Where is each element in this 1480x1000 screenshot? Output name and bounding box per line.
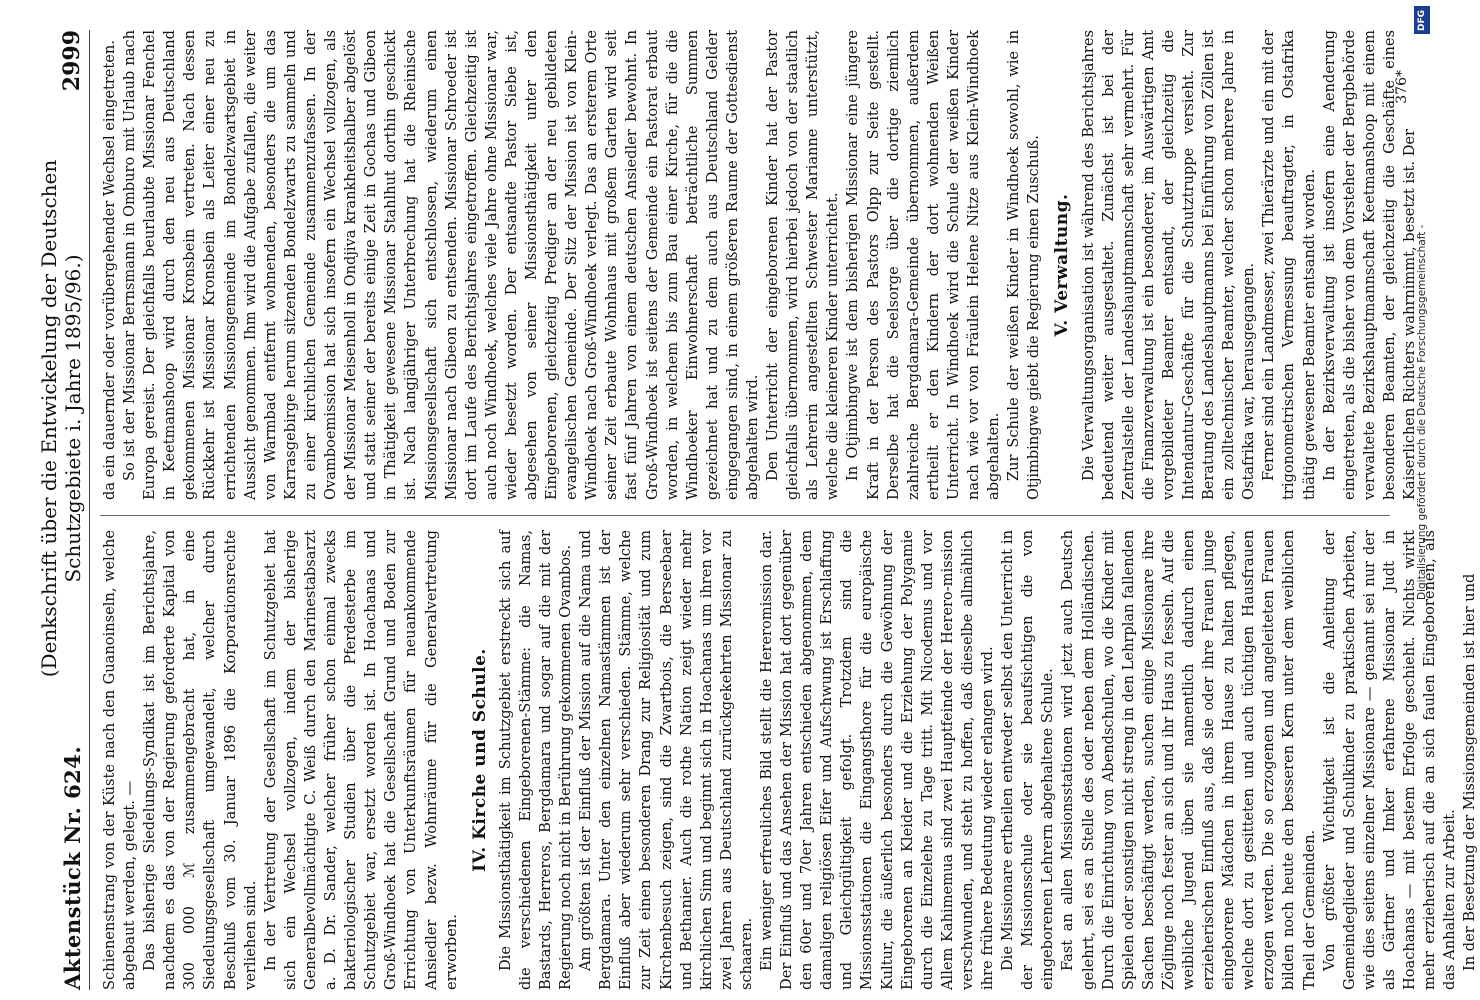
paragraph: In der Vertretung der Gesellschaft im Schutzgebiet hat sich ein Wechsel vollzogen, indem der bisherige Generalbevollmächtigte C. Weiß durch den Marinestabsarzt a. D. Dr. Sander, welcher früher schon einmal zwecks bakteriologischer Studien über die Pferdesterbe im Schutzgebiet war, ersetzt worden ist. In Hoachanas und Groß-Windhoek hat die Gesellschaft Grund und Boden zur Errichtung von Unterkunftsräumen für neuankommende Ansiedler bezw. Wohnräume für die Generalvertretung erworben. — [261, 530, 460, 990]
paragraph: In Otjimbingwe ist dem bisherigen Missionar eine jüngere Kraft in der Person des Pastors Olpp zur Seite gestellt. Derselbe hat die Seelsorge über die dortige ziemlich zahlreiche Bergdamara-Gemeinde übernommen, außerdem ertheilt er den Kindern der dort wohnenden Weißen Unterricht. In Windhoek wird die Schule der weißen Kinder nach wie vor von Fräulein Helene Nitze aus Klein-Windhoek abgehalten. — [844, 30, 1003, 500]
column-divider — [100, 515, 1390, 516]
section-heading: V. Verwaltung. — [1052, 193, 1073, 337]
paragraph: Von größter Wichtigkeit ist die Anleitung der Gemeindeglieder und Schulkinder zu praktischen Arbeiten, wie dies seitens einzelner Missionare — genannt sei nur der als Gärtner und Imker erfahrene Missionar Judt in Hoachanas — mit bestem Erfolge geschieht. Nichts wirkt mehr erzieherisch auf die an sich faulen Eingeborenen, als das Anhalten zur Arbeit. — [1320, 530, 1459, 990]
paragraph: Die Missionare ertheilen entweder selbst den Unterricht in der Missionsschule oder sie beaufsichtigen die von eingeborenen Lehrern abgehaltene Schule. — [999, 530, 1057, 990]
paragraph: In der Bezirksverwaltung ist insofern eine Aenderung eingetreten, als die bisher von dem Vorsteher der Bergbehörde verwaltete Bezirkshauptmannschaft Keetmanshoop mit einem besonderen Beamten, der gleichzeitig die Geschäfte eines Kaiserlichen Richters wahrnimmt, besetzt ist. Der — [1320, 30, 1418, 500]
paragraph: Am größten ist der Einfluß der Mission auf die Nama und Bergdamara. Unter den einzelnen Namastämmen ist der Einfluß aber wiederum sehr verschieden. Stämme, welche zur Zeit einen besonderen Drang zur Religiosität und zum Kirchenbesuch zeigen, sind die Zwartbois, die Berseebaer und Bethanier. Auch die rothe Nation zeigt wieder mehr kirchlichen Sinn und beginnt sich in Hoachanas um ihren vor zwei Jahren aus Deutschland zurückgekehrten Missionar zu schaaren. — [577, 530, 755, 990]
paragraph: Ein weniger erfreuliches Bild stellt die Hereromission dar. Der Einfluß und das Ansehen der Mission hat dort gegenüber den 60er und 70er Jahren entschieden abgenommen, dem damaligen religiösen Eifer und Aufschwung ist Erschlaffung und Gleichgültigkeit gefolgt. Trotzdem sind die Missionsstationen die Eingangsthore für die europäische Kultur, die äußerlich besonders durch die Gewöhnung der Eingeborenen an Kleider und die Erziehung der Polygamie durch die Einzelehe zu Tage tritt. Mit Nicodemus und vor Allem Kahimemua sind zwei Hauptfeinde der Herero-mission verschwunden, und steht zu hoffen, daß dieselbe allmählich ihre frühere Bedeutung wieder erlangen wird. — [758, 530, 997, 990]
paragraph: da ein dauernder oder vorübergehender Wechsel eingetreten. — [101, 40, 118, 500]
paragraph: Fast an allen Missionsstationen wird jetzt auch Deutsch gelehrt, sei es an Stelle des oder neben dem Holländischen. Durch die Einrichtung von Abendschulen, wo die Kinder mit Spielen oder sonstigen nicht streng in den Lehrplan fallenden Sachen beschäftigt werden, suchen einige Missionare ihre Zöglinge noch fester an sich und ihr Haus zu fesseln. Auf die weibliche Jugend üben sie namentlich dadurch einen erzieherischen Einfluß aus, daß sie oder ihre Frauen junge eingeborene Mädchen in ihrem Hause zu halten pflegen, welche dort zu gesitteten und auch tüchtigen Hausfrauen erzogen werden. Die so erzogenen und angeleiteten Frauen bilden noch heute den besseren Kern unter dem weiblichen Theil der Gemeinden. — [1059, 530, 1318, 990]
paragraph: Schienenstrang von der Küste nach den Guanoinseln, welche abgebaut werden, gelegt. — — [101, 530, 139, 990]
section-heading: IV. Kirche und Schule. — [469, 648, 490, 872]
left-column — [100, 530, 1479, 990]
signature-mark: 376* — [1394, 70, 1410, 104]
page-number: 2999 — [59, 30, 85, 92]
running-title: (Denkschrift über die Entwickelung der Deutschen Schutzgebiete i. Jahre 1895/96.) — [37, 159, 85, 678]
paragraph: Die Verwaltungsorganisation ist während des Berichtsjahres bedeutend weiter ausgestaltet. Zunächst ist bei der Zentralstelle der Landeshauptmannschaft sehr vermehrt. Für die Finanzverwaltung ist ein besonderer, im Auswärtigen Amt vorgebildeter Beamter entsandt, der gleichzeitig die Intendantur-Geschäfte für die Schutztruppe versieht. Zur Beratung des Landeshauptmanns bei Einführung von Zöllen ist ein zolltechnischer Beamter, welcher schon mehrere Jahre in Ostafrika war, herausgegangen. — [1079, 30, 1258, 500]
document-number: Aktenstück Nr. 624. — [60, 745, 85, 990]
paragraph: Das bisherige Siedelungs-Syndikat ist im Berichtsjahre, nachdem es das von der Regierung geforderte Kapital von 300 000 ℳ zusammengebracht hat, in eine Siedelungsgesellschaft umgewandelt, welcher durch Beschluß vom 30. Januar 1896 die Korporationsrechte verliehen sind. — [141, 530, 259, 990]
paragraph: Die Missionsthätigkeit im Schutzgebiet erstreckt sich auf die verschiedenen Eingeborenen-Stämme: die Namas, Bastards, Herreros, Bergdamara und sogar auf die mit der Regierung noch nicht in Berührung gekommenen Ovambos. — [496, 530, 575, 990]
dfg-logo: DFG — [1414, 6, 1430, 34]
paragraph: So ist der Missionar Bernsmann in Omburo mit Urlaub nach Europa gereist. Der gleichfalls beurlaubte Missionar Fenchel in Keetmanshoop wird durch den neu aus Deutschland gekommenen Missionar Kronsbein vertreten. Nach dessen Rückkehr ist Missionar Kronsbein als Leiter einer neu zu errichtenden Missionsgemeinde im Bondelzwartsgebiet in Aussicht genommen. Ihm wird die Aufgabe zufallen, die weiter von Warmbad entfernt wohnenden, besonders die um das Karrasgebirge herum sitzenden Bondelzwarts zu sammeln und zu einer kirchlichen Gemeinde zusammenzufassen. In der Ovamboemission hat sich insofern ein Wechsel vollzogen, als der Missionar Meisenholl in Ondjiva krankheitshalber abgelöst und statt seiner der bereits einige Zeit in Gochas und Gibeon in Thätigkeit gewesene Missionar Stahlhut dorthin geschickt ist. Nach langjähriger Unterbrechung hat die Rheinische Missionsgesellschaft sich entschlossen, wiederum einen Missionar nach Gibeon zu entsenden. Missionar Schroeder ist dort im Laufe des Berichtsjahres eingetroffen. Gleichzeitig ist auch noch Windhoek, welches viele Jahre ohne Missionar war, wieder besetzt worden. Der entsandte Pastor Siebe ist, abgesehen von seiner Missionsthätigkeit unter den Eingeborenen, gleichzeitig Prediger an der neu gebildeten evangelischen Gemeinde. Der Sitz der Mission ist von Klein-Windhoek nach Groß-Windhoek verlegt. Das an ersterem Orte seiner Zeit erbaute Wohnhaus mit großem Garten wird seit fast fünf Jahren von einem deutschen Ansiedler bewohnt. In Groß-Windhoek ist seitens der Gemeinde ein Pastorat erbaut worden, in welchem bis zum Bau einer Kirche, für die die Windhoeker Einwohnerschaft beträchtliche Summen gezeichnet hat und zu dem auch aus Deutschland Gelder eingegangen sind, in einem größeren Raume der Gottesdienst abgehalten wird. — [121, 30, 761, 500]
page-header — [37, 30, 90, 990]
digitization-credit: Digitalisierung gefördert durch die Deutsche Forschungsgemeinschaft - — [1416, 224, 1428, 600]
paragraph: In der Besetzung der Missionsgemeinden ist hier und — [1461, 573, 1479, 972]
paragraph: Ferner sind ein Landmesser, zwei Thierärzte und ein mit der trigonometrischen Vermessung beauftragter, in Ostafrika thätig gewesener Beamter entsandt worden. — [1260, 30, 1318, 500]
paragraph: Zur Schule der weißen Kinder in Windhoek sowohl, wie in Otjimbingwe giebt die Regierung einen Zuschuß. — [1005, 30, 1043, 500]
paragraph: Den Unterricht der eingeborenen Kinder hat der Pastor gleichfalls übernommen, wird hierbei jedoch von der staatlich als Lehrerin angestellten Schwester Marianne unterstützt, welche die kleineren Kinder unterrichtet. — [764, 30, 842, 500]
